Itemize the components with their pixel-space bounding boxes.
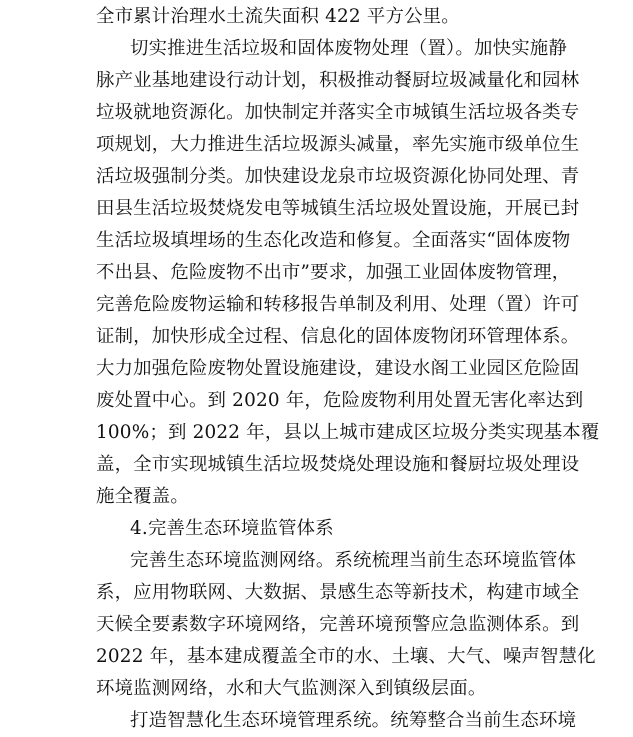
text-line: 项规划，大力推进生活垃圾源头减量，率先实施市级单位生: [96, 134, 580, 155]
text-line: 环境监测网络，水和大气监测深入到镇级层面。: [96, 678, 487, 699]
text-line: 证制，加快形成全过程、信息化的固体废物闭环管理体系。: [96, 326, 580, 347]
text-line: 大力加强危险废物处置设施建设，建设水阁工业园区危险固: [96, 358, 580, 379]
text-line: 打造智慧化生态环境管理系统。统筹整合当前生态环境: [130, 710, 577, 731]
text-line: 100%；到 2022 年，县以上城市建成区垃圾分类实现基本覆: [96, 422, 600, 443]
text-line: 完善生态环境监测网络。系统梳理当前生态环境监管体: [130, 550, 577, 571]
text-line: 不出县、危险废物不出市”要求，加强工业固体废物管理，: [96, 262, 571, 283]
text-line: 全市累计治理水土流失面积 422 平方公里。: [96, 6, 460, 27]
text-line: 系，应用物联网、大数据、景感生态等新技术，构建市域全: [96, 582, 580, 603]
text-line: 完善危险废物运输和转移报告单制及利用、处理（置）许可: [96, 294, 580, 315]
text-line: 天候全要素数字环境网络，完善环境预警应急监测体系。到: [96, 614, 580, 635]
text-line: 2022 年，基本建成覆盖全市的水、土壤、大气、噪声智慧化: [96, 646, 596, 667]
text-line: 垃圾就地资源化。加快制定并落实全市城镇生活垃圾各类专: [96, 102, 580, 123]
text-line: 活垃圾强制分类。加快建设龙泉市垃圾资源化协同处理、青: [96, 166, 580, 187]
text-line: 施全覆盖。: [96, 486, 189, 507]
text-line: 切实推进生活垃圾和固体废物处理（置）。加快实施静: [130, 38, 567, 59]
section-heading: 4.完善生态环境监管体系: [130, 518, 334, 539]
text-line: 脉产业基地建设行动计划，积极推动餐厨垃圾减量化和园林: [96, 70, 580, 91]
text-line: 废处置中心。到 2020 年，危险废物利用处置无害化率达到: [96, 390, 584, 411]
text-line: 生活垃圾填埋场的生态化改造和修复。全面落实“固体废物: [96, 230, 571, 251]
text-line: 盖，全市实现城镇生活垃圾焚烧处理设施和餐厨垃圾处理设: [96, 454, 580, 475]
text-line: 田县生活垃圾焚烧发电等城镇生活垃圾处置设施，开展已封: [96, 198, 580, 219]
